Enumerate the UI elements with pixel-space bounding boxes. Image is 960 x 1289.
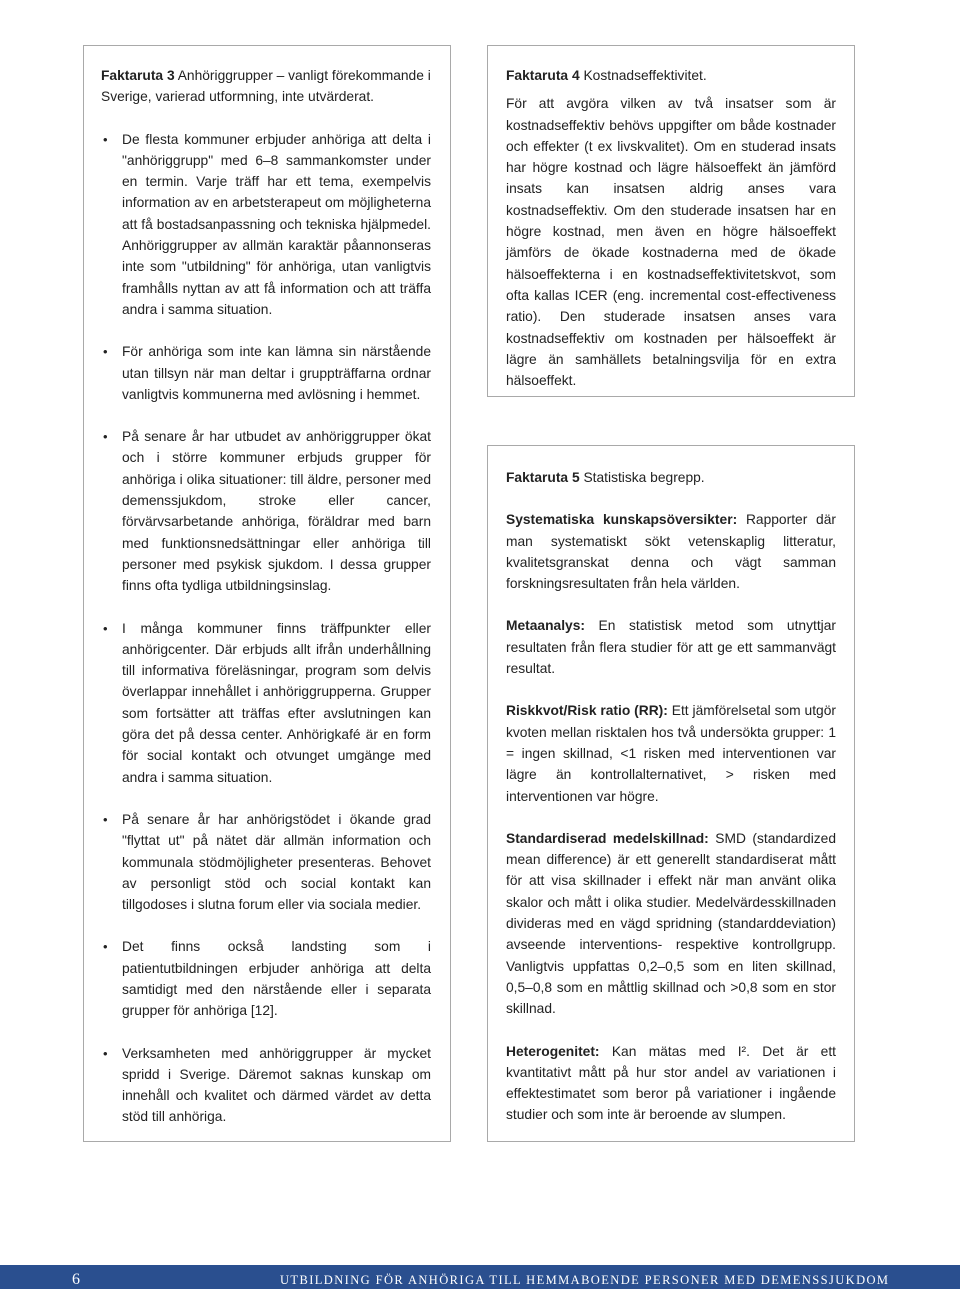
factbox-4-heading	[506, 65, 836, 86]
list-item-text: För anhöriga som inte kan lämna sin närstående utan tillsyn när man deltar i gruppträffarna ordnar vanligtvis kommunerna med avlösning i hemmet.	[122, 344, 431, 402]
bullet-icon: •	[103, 620, 108, 636]
definition-text: Rapporter där man systematiskt sökt vetenskaplig litteratur, kvalitetsgranskat denna och vägt samman forskningsresultaten från hela världen.	[506, 512, 836, 592]
factbox-3	[83, 45, 451, 1142]
list-item	[101, 426, 431, 596]
list-item	[101, 618, 431, 788]
factbox-4-body: För att avgöra vilken av två insatser som är kostnadseffektiv behövs uppgifter om både kostnader och effekter (t ex livskvalitet). Om en studerad insats har högre kostnad och lägre hälsoeffekt än jämförd insats kan insatsen aldrig anses vara kostnadseffektiv. Om den studerade insatsen har en högre kostnad, men även en högre hälsoeffekt jämförs de ökade kostnaderna med de ökade hälsoeffekterna i en kostnadseffektivitetskvot, som ofta kallas ICER (eng. incremental cost-effectiveness ratio). Den studerade insatsen anses vara kostnadseffektiv om kostnaden per hälsoeffekt är lägre än samhällets betalningsvilja för en extra hälsoeffekt.	[506, 96, 836, 389]
factbox-5-label: Faktaruta 5	[506, 470, 580, 485]
definition-text: Kan mätas med I². Det är ett kvantitativt mått på hur stor andel av variationen i effektestimatet som beror på variationer i ingående studier och som inte är beroende av slumpen.	[506, 1043, 836, 1123]
factbox-3-label: Faktaruta 3	[101, 68, 175, 83]
list-item-text: I många kommuner finns träffpunkter eller anhörigcenter. Där erbjuds allt ifrån underhållning till informativa föreläsningar, program som delvis överlappar innehållet i anhöriggrupperna. Grupper som fortsätter att träffas efter avslutningen kan göra det på dessa center. Anhörigkafé är en form för social kontakt och otvunget umgänge med andra i samma situation.	[122, 620, 431, 785]
list-item	[101, 809, 431, 915]
factbox-5	[487, 445, 855, 1142]
definition-term: Metaanalys:	[506, 618, 585, 634]
factbox-4-label: Faktaruta 4	[506, 68, 580, 83]
definition-item	[506, 615, 836, 679]
bullet-icon: •	[103, 131, 108, 147]
factbox-4-title: Kostnadseffektivitet.	[583, 68, 707, 83]
list-item-text: På senare år har utbudet av anhöriggrupper ökat och i större kommuner erbjuds grupper för anhöriga i olika situationer: till äldre, personer med demenssjukdom, stroke eller cancer, förvärvsarbetande anhöriga, föräldrar med barn med funktionsnedsättningar eller anhöriga till personer med psykisk sjukdom. I dessa grupper finns ofta tydliga utbildningsinslag.	[122, 429, 431, 594]
page-number: 6	[72, 1271, 80, 1288]
list-item-text: De flesta kommuner erbjuder anhöriga att delta i "anhöriggrupp" med 6–8 sammankomster under en termin. Varje träff har ett tema, exempelvis information av en arbetsterapeut om möjligheterna att få bostadsanpassning och tekniska hjälpmedel. Anhöriggrupper av allmän karaktär påannonseras inte som "utbildning" för anhöriga, utan vanligtvis framhålls nyttan av att få information och att träffa andra i samma situation.	[122, 131, 431, 317]
list-item	[101, 936, 431, 1021]
list-item-text: Det finns också landsting som i patientutbildningen erbjuder anhöriga att delta samtidigt med den närstående eller i separata grupper för anhöriga [12].	[122, 939, 431, 1019]
factbox-3-list	[101, 129, 431, 1128]
bullet-icon: •	[103, 939, 108, 955]
definition-text: En statistisk metod som utnyttjar resultaten från flera studier för att ge ett sammanvägt resultat.	[506, 618, 837, 677]
factbox-3-content	[101, 65, 431, 1128]
bullet-icon: •	[103, 1045, 108, 1061]
definition-term: Standardiserad medelskillnad:	[506, 830, 709, 846]
bullet-icon: •	[103, 344, 108, 360]
definition-term: Systematiska kunskapsöversikter:	[506, 512, 738, 528]
list-item	[101, 1043, 431, 1128]
list-item-text: På senare år har anhörigstödet i ökande grad "flyttat ut" på nätet där allmän information och kommunala stödmöjligheter presenteras. Behovet av personligt stöd och social kontakt kan tillgodoses i slutna forum eller via sociala medier.	[122, 811, 431, 913]
factbox-3-heading	[101, 65, 431, 108]
factbox-5-heading	[506, 467, 836, 488]
definition-term: Riskkvot/Risk ratio (RR):	[506, 703, 668, 719]
factbox-4	[487, 45, 855, 397]
definition-item	[506, 828, 836, 1020]
bullet-icon: •	[103, 429, 108, 445]
bullet-icon: •	[103, 811, 108, 827]
running-footer-title: UTBILDNING FÖR ANHÖRIGA TILL HEMMABOENDE PERSONER MED DEMENSSJUKDOM	[280, 1273, 890, 1287]
factbox-5-content	[506, 467, 836, 1126]
list-item-text: Verksamheten med anhöriggrupper är mycket spridd i Sverige. Däremot saknas kunskap om innehåll och kvalitet och därmed värdet av detta stöd till anhöriga.	[122, 1045, 431, 1125]
definition-item	[506, 700, 836, 806]
definition-term: Heterogenitet:	[506, 1043, 600, 1059]
definition-item	[506, 509, 836, 594]
definition-text: Ett jämförelsetal som utgör kvoten mellan risktalen hos två undersökta grupper: 1 = ingen skillnad, <1 risken med interventionen var lägre än kontrollalternativet, > risken med interventionen var högre.	[506, 703, 836, 804]
factbox-4-content	[506, 65, 836, 391]
list-item	[101, 341, 431, 405]
factbox-3-title: Anhöriggrupper – vanligt förekommande i Sverige, varierad utformning, inte utvärderat.	[101, 68, 431, 105]
factbox-5-title: Statistiska begrepp.	[583, 470, 705, 485]
list-item	[101, 129, 431, 321]
definition-text: SMD (standardized mean difference) är ett generellt standardiserat mått för att visa skillnader i effekt när man använt olika skalor och mått i olika studier. Medelvärdesskillnaden divideras med en vägd spridning (standarddeviation) avseende interventions- respektive kontrollgrupp. Vanligtvis uppfattas 0,2–0,5 som en liten skillnad, 0,5–0,8 som en måttlig skillnad och >0,8 som en stor skillnad.	[506, 830, 837, 1017]
definition-item	[506, 1041, 836, 1126]
